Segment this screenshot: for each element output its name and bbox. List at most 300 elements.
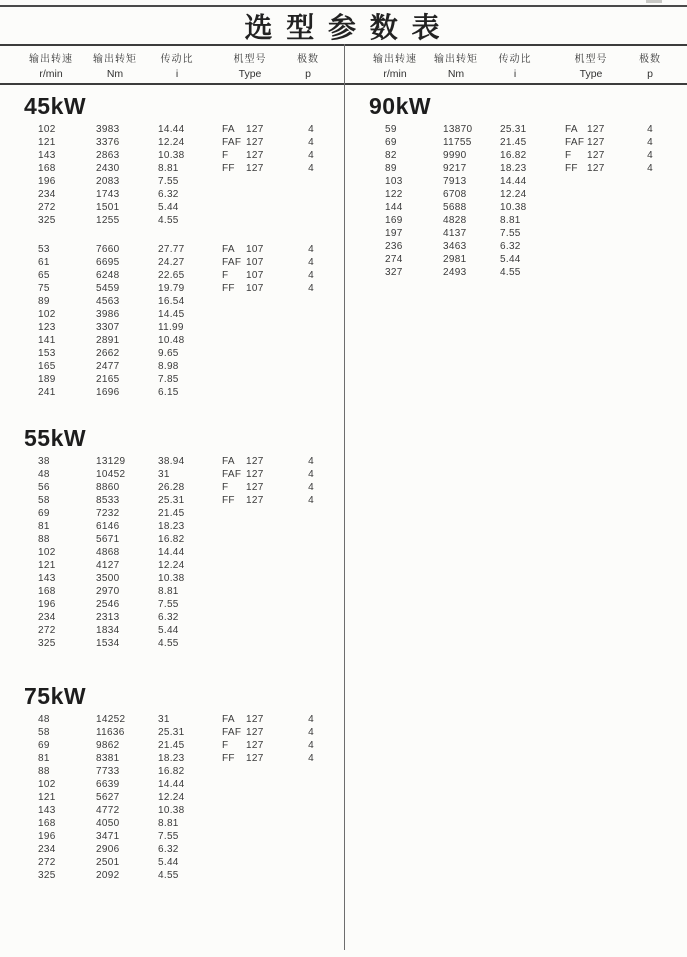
- table-row: [0, 598, 344, 611]
- torque-cell: 1834: [96, 625, 120, 636]
- ratio-cell: 7.55: [158, 176, 179, 187]
- torque-cell: 7733: [96, 766, 120, 777]
- table-row: [0, 726, 344, 739]
- speed-cell: 234: [38, 612, 56, 623]
- ratio-cell: 5.44: [158, 625, 179, 636]
- column-header-row-left: [0, 44, 344, 85]
- poles-cell: 4: [308, 150, 314, 161]
- header-ratio: [136, 50, 218, 80]
- section-title-45kw: 45kW: [24, 93, 87, 119]
- ratio-cell: 6.15: [158, 387, 179, 398]
- type-number-cell: 127: [246, 482, 264, 493]
- type-letter-cell: [222, 572, 246, 585]
- type-number-cell: [246, 611, 286, 624]
- table-row: [0, 637, 344, 650]
- ratio-cell: 19.79: [158, 283, 185, 294]
- type-letter-cell: [222, 778, 246, 791]
- ratio-cell: 27.77: [158, 244, 185, 255]
- speed-cell: 61: [38, 257, 50, 268]
- type-letter-cell: FAF: [222, 137, 242, 148]
- table-row: [0, 765, 344, 778]
- speed-cell: 65: [38, 270, 50, 281]
- table-row: [0, 739, 344, 752]
- speed-cell: 123: [38, 322, 56, 333]
- table-row: [0, 830, 344, 843]
- poles-cell: 4: [308, 714, 314, 725]
- type-letter-cell: FA: [222, 244, 235, 255]
- type-number-cell: [246, 817, 286, 830]
- speed-cell: 196: [38, 831, 56, 842]
- ratio-cell: 5.44: [500, 254, 521, 265]
- type-number-cell: 127: [246, 753, 264, 764]
- type-number-cell: 127: [246, 456, 264, 467]
- type-letter-cell: [222, 598, 246, 611]
- poles-cell: 4: [308, 163, 314, 174]
- type-number-cell: [246, 321, 286, 334]
- torque-cell: 1696: [96, 387, 120, 398]
- poles-cell: [286, 598, 336, 611]
- ratio-cell: 16.54: [158, 296, 185, 307]
- type-number-cell: [246, 347, 286, 360]
- speed-cell: 272: [38, 625, 56, 636]
- poles-cell: [286, 765, 336, 778]
- ratio-cell: 8.81: [158, 586, 179, 597]
- poles-label-cn: 极数: [639, 54, 661, 65]
- ratio-cell: 26.28: [158, 482, 185, 493]
- speed-cell: 143: [38, 805, 56, 816]
- type-number-cell: 127: [246, 124, 264, 135]
- ratio-cell: 10.38: [500, 202, 527, 213]
- speed-cell: 102: [38, 124, 56, 135]
- poles-cell: [286, 201, 336, 214]
- ratio-cell: 8.81: [158, 163, 179, 174]
- type-number-cell: 127: [246, 137, 264, 148]
- table-row: [0, 162, 344, 175]
- speed-cell: 272: [38, 202, 56, 213]
- type-number-cell: [587, 201, 625, 214]
- torque-cell: 6146: [96, 521, 120, 532]
- speed-cell: 272: [38, 857, 56, 868]
- poles-cell: [286, 585, 336, 598]
- speed-cell: 82: [385, 150, 397, 161]
- speed-label-cn: 输出转速: [373, 54, 417, 65]
- speed-cell: 81: [38, 753, 50, 764]
- ratio-cell: 14.44: [158, 547, 185, 558]
- table-row: [0, 520, 344, 533]
- type-number-cell: [246, 804, 286, 817]
- data-block-55kw: [0, 455, 344, 650]
- torque-cell: 2493: [443, 267, 467, 278]
- speed-label-cn: 输出转速: [29, 54, 73, 65]
- speed-cell: 88: [38, 534, 50, 545]
- poles-unit-label: p: [305, 68, 311, 80]
- type-letter-cell: [222, 791, 246, 804]
- type-number-cell: 127: [246, 495, 264, 506]
- table-row: [345, 201, 687, 214]
- type-number-cell: [246, 637, 286, 650]
- type-letter-cell: [222, 611, 246, 624]
- ratio-cell: 31: [158, 714, 170, 725]
- speed-cell: 122: [385, 189, 403, 200]
- poles-cell: [286, 791, 336, 804]
- poles-cell: 4: [647, 163, 653, 174]
- type-letter-cell: FA: [222, 714, 235, 725]
- poles-cell: [286, 843, 336, 856]
- poles-cell: 4: [308, 753, 314, 764]
- scan-artifact-mark: [646, 0, 662, 3]
- ratio-cell: 16.82: [158, 766, 185, 777]
- type-number-cell: 107: [246, 283, 264, 294]
- speed-cell: 75: [38, 283, 50, 294]
- poles-cell: 4: [308, 740, 314, 751]
- torque-cell: 2083: [96, 176, 120, 187]
- torque-cell: 9217: [443, 163, 467, 174]
- speed-cell: 58: [38, 727, 50, 738]
- poles-cell: [625, 240, 675, 253]
- torque-cell: 7232: [96, 508, 120, 519]
- table-row: [0, 455, 344, 468]
- type-letter-cell: FF: [565, 163, 578, 174]
- ratio-cell: 24.27: [158, 257, 185, 268]
- column-header-row-right: [345, 44, 687, 85]
- torque-cell: 2430: [96, 163, 120, 174]
- type-number-cell: 127: [246, 740, 264, 751]
- table-row: [0, 386, 344, 399]
- ratio-unit-label: i: [175, 68, 179, 80]
- torque-cell: 4127: [96, 560, 120, 571]
- speed-cell: 48: [38, 714, 50, 725]
- poles-cell: [625, 175, 675, 188]
- torque-cell: 2662: [96, 348, 120, 359]
- speed-cell: 88: [38, 766, 50, 777]
- type-number-cell: [246, 295, 286, 308]
- type-number-cell: [246, 791, 286, 804]
- section-title-55kw: 55kW: [24, 425, 87, 451]
- torque-cell: 2891: [96, 335, 120, 346]
- table-row: [0, 791, 344, 804]
- poles-cell: [625, 201, 675, 214]
- poles-cell: [286, 572, 336, 585]
- torque-cell: 1255: [96, 215, 120, 226]
- type-letter-cell: [222, 843, 246, 856]
- type-number-cell: [246, 546, 286, 559]
- speed-cell: 121: [38, 560, 56, 571]
- type-letter-cell: FAF: [222, 469, 242, 480]
- ratio-cell: 18.23: [158, 521, 185, 532]
- type-number-cell: [246, 214, 286, 227]
- ratio-cell: 8.98: [158, 361, 179, 372]
- torque-cell: 3983: [96, 124, 120, 135]
- poles-cell: 4: [308, 283, 314, 294]
- poles-cell: [286, 817, 336, 830]
- ratio-cell: 38.94: [158, 456, 185, 467]
- type-letter-cell: [222, 308, 246, 321]
- poles-cell: [625, 227, 675, 240]
- speed-cell: 81: [38, 521, 50, 532]
- type-letter-cell: FF: [222, 753, 235, 764]
- speed-cell: 144: [385, 202, 403, 213]
- table-row: [0, 856, 344, 869]
- type-number-cell: [246, 308, 286, 321]
- type-number-cell: 107: [246, 257, 264, 268]
- table-area: [0, 44, 687, 950]
- ratio-cell: 7.55: [158, 599, 179, 610]
- type-letter-cell: F: [222, 270, 229, 281]
- ratio-cell: 11.99: [158, 322, 184, 333]
- speed-cell: 121: [38, 137, 56, 148]
- type-number-cell: 127: [587, 163, 605, 174]
- poles-cell: [625, 266, 675, 279]
- torque-cell: 2981: [443, 254, 467, 265]
- table-row: [345, 253, 687, 266]
- ratio-cell: 12.24: [158, 137, 185, 148]
- ratio-cell: 7.85: [158, 374, 179, 385]
- table-row: [0, 869, 344, 882]
- type-letter-cell: FA: [565, 124, 578, 135]
- table-row: [0, 269, 344, 282]
- type-letter-cell: FF: [222, 283, 235, 294]
- ratio-cell: 21.45: [158, 508, 185, 519]
- type-number-cell: [246, 856, 286, 869]
- ratio-cell: 10.48: [158, 335, 185, 346]
- ratio-cell: 16.82: [500, 150, 527, 161]
- type-label-cn: 机型号: [574, 54, 608, 65]
- table-row: [0, 713, 344, 726]
- table-row: [0, 360, 344, 373]
- speed-cell: 168: [38, 818, 56, 829]
- ratio-cell: 6.32: [158, 189, 179, 200]
- speed-cell: 274: [385, 254, 403, 265]
- poles-cell: [286, 869, 336, 882]
- type-letter-cell: [222, 546, 246, 559]
- type-number-cell: [587, 240, 625, 253]
- type-letter-cell: [565, 188, 587, 201]
- ratio-cell: 10.38: [158, 150, 185, 161]
- poles-cell: [286, 360, 336, 373]
- type-letter-cell: FA: [222, 456, 235, 467]
- torque-cell: 3471: [96, 831, 120, 842]
- table-row: [345, 149, 687, 162]
- table-row: [0, 843, 344, 856]
- ratio-cell: 9.65: [158, 348, 179, 359]
- torque-label-cn: 输出转矩: [434, 54, 478, 65]
- torque-cell: 2970: [96, 586, 120, 597]
- table-row: [0, 149, 344, 162]
- table-row: [0, 611, 344, 624]
- type-number-cell: [246, 533, 286, 546]
- type-number-cell: [246, 585, 286, 598]
- table-row: [345, 240, 687, 253]
- poles-cell: [286, 214, 336, 227]
- type-number-cell: [246, 188, 286, 201]
- speed-cell: 89: [385, 163, 397, 174]
- table-row: [0, 123, 344, 136]
- torque-cell: 1501: [96, 202, 120, 213]
- torque-cell: 11755: [443, 137, 472, 148]
- poles-cell: [286, 347, 336, 360]
- poles-cell: [286, 611, 336, 624]
- type-letter-cell: [222, 856, 246, 869]
- table-row: [0, 546, 344, 559]
- speed-cell: 234: [38, 189, 56, 200]
- type-number-cell: [246, 572, 286, 585]
- type-letter-cell: [565, 240, 587, 253]
- type-number-cell: [246, 360, 286, 373]
- type-number-cell: [246, 334, 286, 347]
- ratio-cell: 12.24: [158, 792, 185, 803]
- type-number-cell: [246, 386, 286, 399]
- type-letter-cell: [222, 520, 246, 533]
- speed-cell: 121: [38, 792, 56, 803]
- table-row: [0, 308, 344, 321]
- ratio-cell: 14.45: [158, 309, 185, 320]
- table-row: [0, 559, 344, 572]
- type-letter-cell: [222, 533, 246, 546]
- header-poles: [267, 50, 349, 80]
- type-letter-cell: [222, 765, 246, 778]
- poles-cell: [286, 559, 336, 572]
- table-row: [0, 817, 344, 830]
- type-number-cell: 127: [587, 150, 605, 161]
- speed-cell: 168: [38, 586, 56, 597]
- table-row: [0, 507, 344, 520]
- ratio-cell: 5.44: [158, 202, 179, 213]
- torque-cell: 4137: [443, 228, 467, 239]
- type-number-cell: [587, 175, 625, 188]
- page-title: 选 型 参 数 表: [244, 12, 443, 43]
- ratio-cell: 18.23: [158, 753, 185, 764]
- speed-cell: 69: [38, 508, 50, 519]
- type-number-cell: 107: [246, 244, 264, 255]
- table-row: [0, 201, 344, 214]
- table-row: [345, 188, 687, 201]
- speed-cell: 165: [38, 361, 56, 372]
- torque-cell: 5688: [443, 202, 467, 213]
- ratio-label-cn: 传动比: [498, 54, 532, 65]
- poles-cell: 4: [308, 270, 314, 281]
- type-number-cell: 127: [246, 469, 264, 480]
- table-row: [0, 188, 344, 201]
- data-block-45kw-1: [0, 123, 344, 227]
- poles-cell: [286, 334, 336, 347]
- type-label-cn: 机型号: [233, 54, 267, 65]
- torque-cell: 10452: [96, 469, 126, 480]
- type-letter-cell: FAF: [222, 727, 242, 738]
- torque-cell: 2906: [96, 844, 120, 855]
- type-number-cell: 127: [246, 150, 264, 161]
- speed-cell: 153: [38, 348, 56, 359]
- table-row: [0, 321, 344, 334]
- poles-cell: [286, 188, 336, 201]
- ratio-cell: 4.55: [158, 215, 179, 226]
- type-letter-cell: F: [222, 150, 229, 161]
- type-number-cell: 127: [246, 727, 264, 738]
- poles-cell: 4: [647, 137, 653, 148]
- ratio-cell: 8.81: [158, 818, 179, 829]
- torque-cell: 6708: [443, 189, 467, 200]
- torque-cell: 3986: [96, 309, 120, 320]
- torque-cell: 8381: [96, 753, 120, 764]
- speed-cell: 69: [38, 740, 50, 751]
- speed-cell: 89: [38, 296, 50, 307]
- poles-cell: [286, 804, 336, 817]
- type-number-cell: [246, 201, 286, 214]
- section-title-90kw: 90kW: [369, 93, 432, 119]
- type-number-cell: [246, 624, 286, 637]
- speed-cell: 102: [38, 309, 56, 320]
- poles-cell: 4: [308, 469, 314, 480]
- torque-cell: 5459: [96, 283, 120, 294]
- type-number-cell: [246, 598, 286, 611]
- type-letter-cell: FF: [222, 163, 235, 174]
- speed-cell: 48: [38, 469, 50, 480]
- torque-cell: 6639: [96, 779, 120, 790]
- ratio-unit-label: i: [513, 68, 517, 80]
- table-row: [0, 214, 344, 227]
- torque-unit-label: Nm: [106, 68, 124, 80]
- torque-cell: 7660: [96, 244, 120, 255]
- torque-unit-label: Nm: [447, 68, 465, 80]
- type-letter-cell: [565, 266, 587, 279]
- type-number-cell: [246, 843, 286, 856]
- torque-cell: 2313: [96, 612, 120, 623]
- type-unit-label: Type: [238, 68, 262, 80]
- type-number-cell: [246, 373, 286, 386]
- poles-cell: [286, 533, 336, 546]
- speed-cell: 53: [38, 244, 50, 255]
- poles-cell: 4: [308, 244, 314, 255]
- speed-cell: 69: [385, 137, 397, 148]
- type-number-cell: 127: [246, 163, 264, 174]
- poles-unit-label: p: [647, 68, 653, 80]
- poles-cell: 4: [308, 137, 314, 148]
- table-row: [0, 282, 344, 295]
- torque-cell: 2165: [96, 374, 120, 385]
- type-letter-cell: [222, 175, 246, 188]
- speed-cell: 325: [38, 215, 56, 226]
- table-row: [0, 624, 344, 637]
- speed-cell: 241: [38, 387, 56, 398]
- ratio-cell: 7.55: [158, 831, 179, 842]
- poles-cell: 4: [308, 257, 314, 268]
- table-row: [0, 136, 344, 149]
- type-number-cell: [587, 227, 625, 240]
- type-letter-cell: [222, 559, 246, 572]
- torque-cell: 13129: [96, 456, 126, 467]
- poles-cell: [286, 778, 336, 791]
- poles-cell: 4: [308, 482, 314, 493]
- ratio-cell: 25.31: [158, 495, 185, 506]
- torque-cell: 4563: [96, 296, 120, 307]
- torque-cell: 3463: [443, 241, 467, 252]
- type-letter-cell: [222, 507, 246, 520]
- type-letter-cell: FF: [222, 495, 235, 506]
- table-row: [0, 175, 344, 188]
- poles-cell: [625, 214, 675, 227]
- table-row: [0, 572, 344, 585]
- ratio-cell: 21.45: [500, 137, 527, 148]
- torque-cell: 5671: [96, 534, 120, 545]
- poles-cell: 4: [308, 495, 314, 506]
- ratio-cell: 14.44: [158, 779, 185, 790]
- type-number-cell: [246, 520, 286, 533]
- type-number-cell: 127: [587, 137, 605, 148]
- table-row: [0, 373, 344, 386]
- data-block-45kw-2: [0, 243, 344, 399]
- ratio-cell: 8.81: [500, 215, 521, 226]
- type-letter-cell: [222, 295, 246, 308]
- poles-cell: [286, 373, 336, 386]
